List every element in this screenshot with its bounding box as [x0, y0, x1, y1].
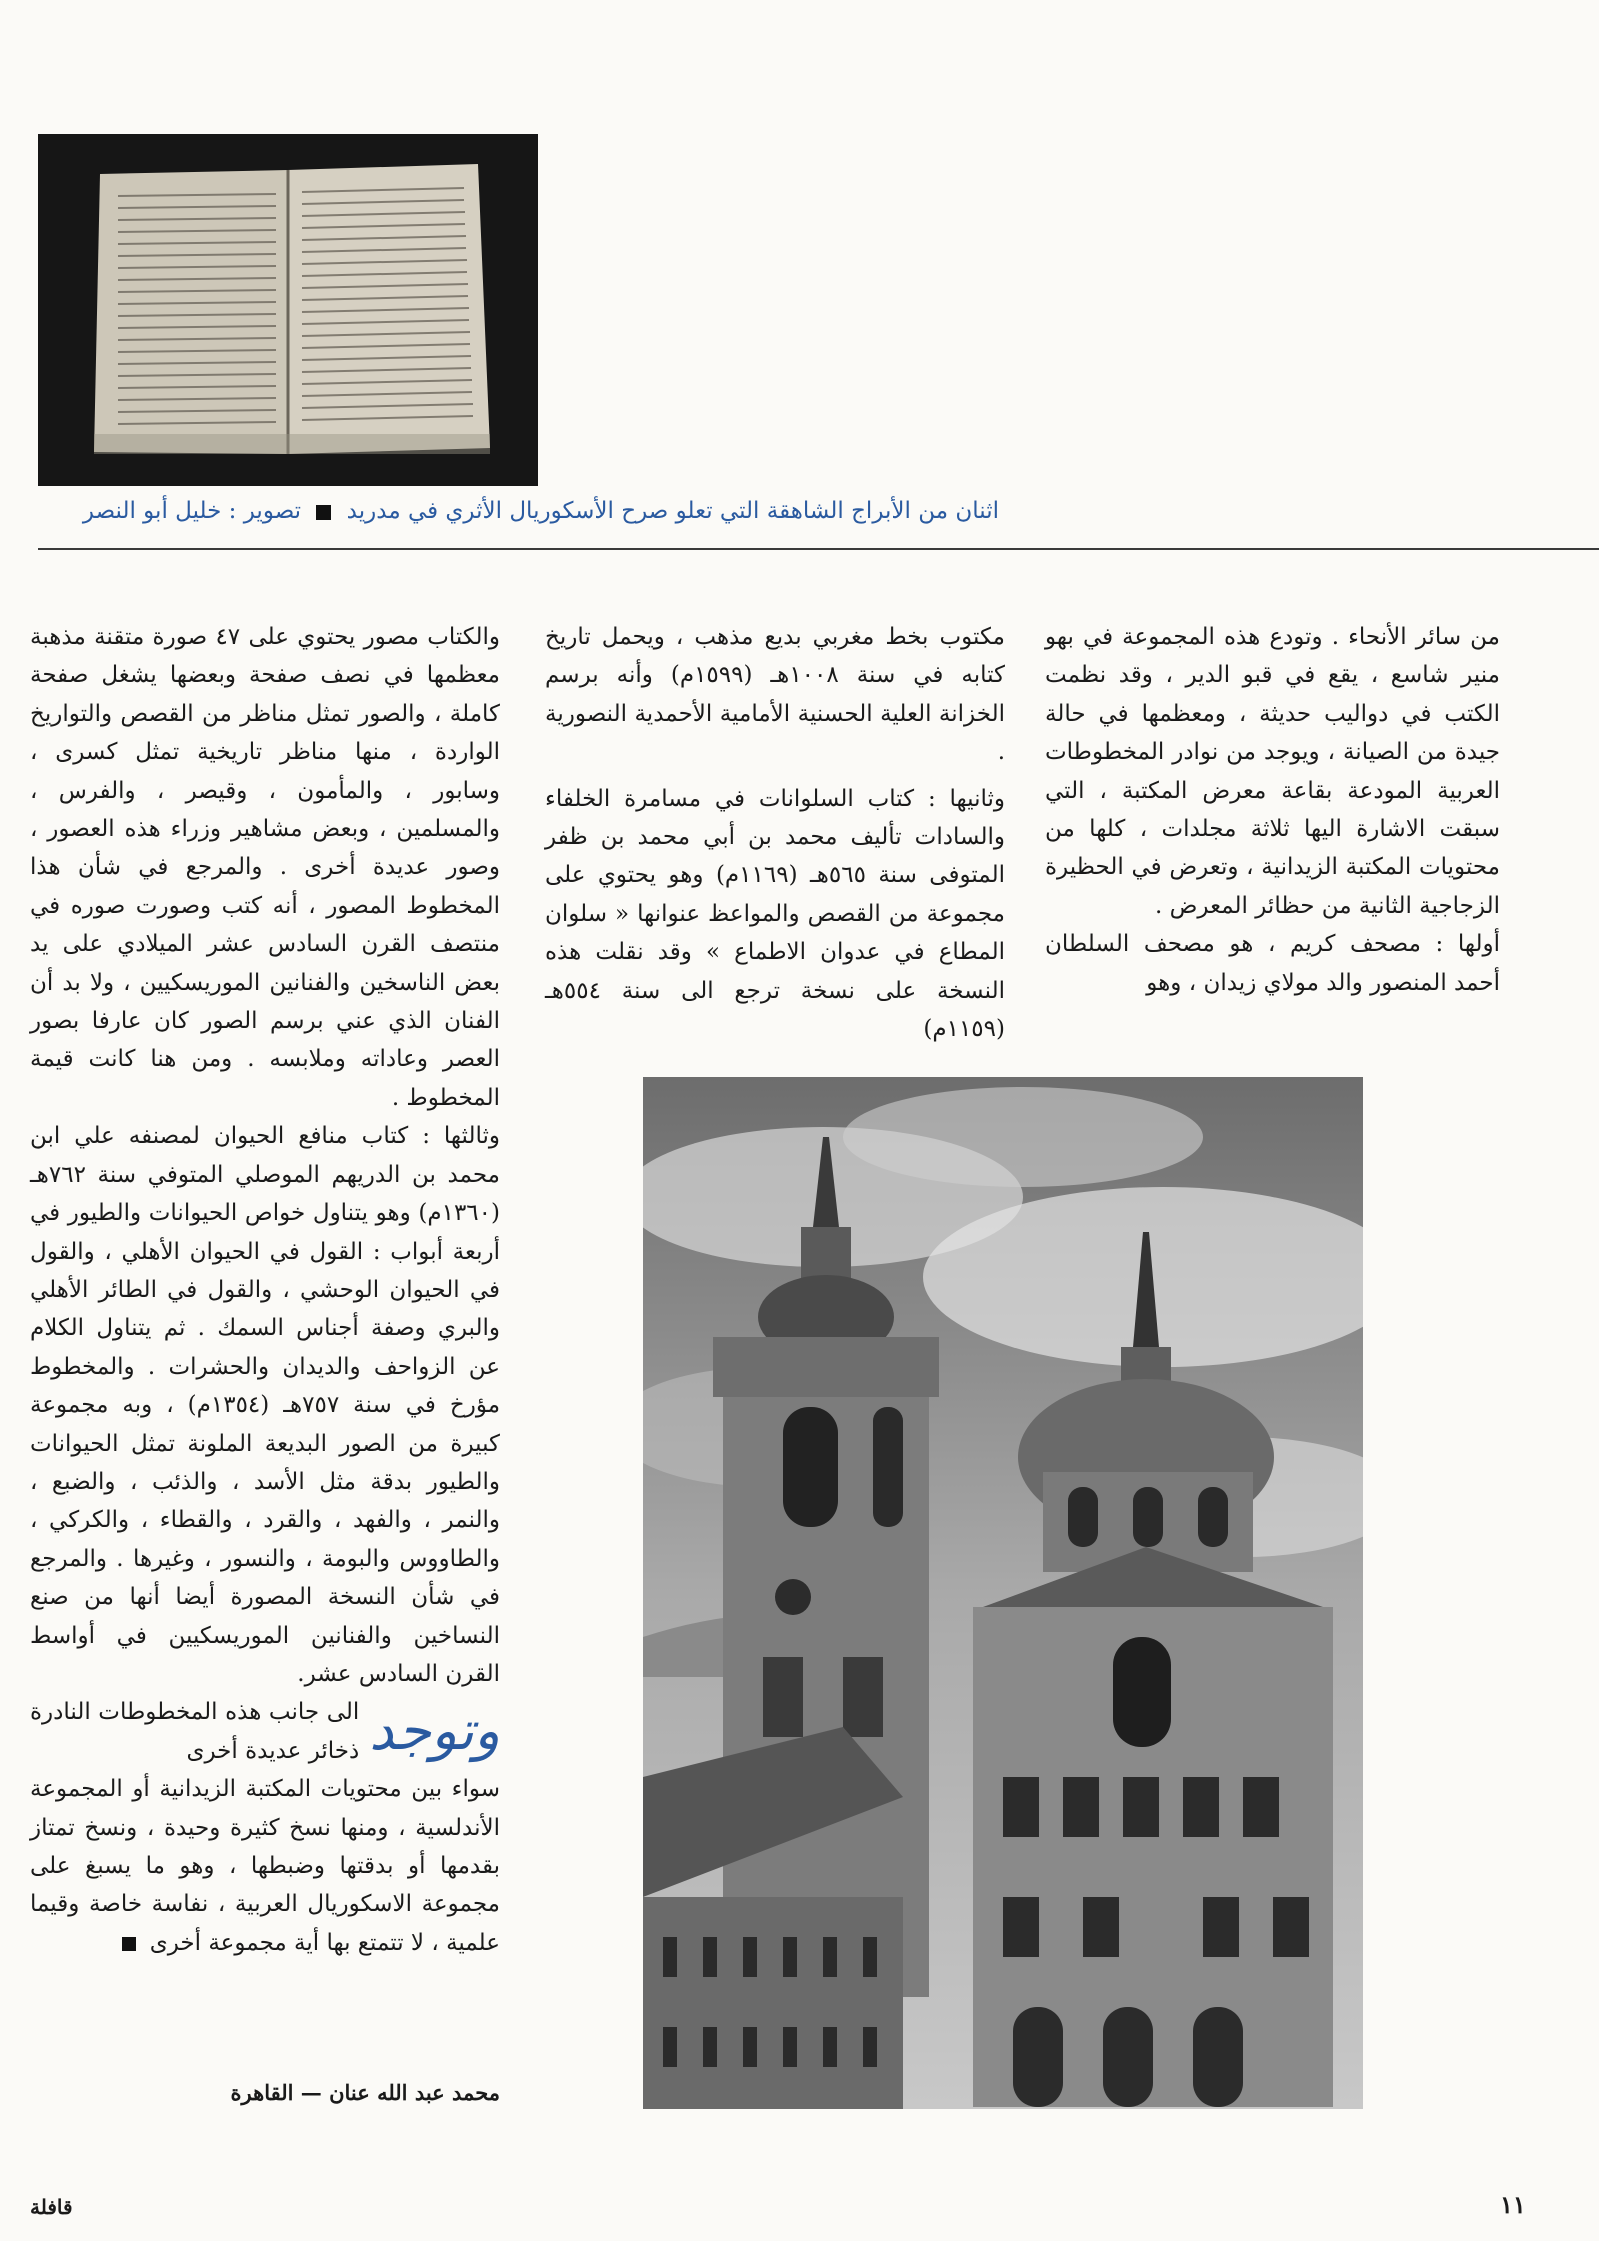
manuscript-photo: [38, 134, 538, 486]
drop-cap-text: الى جانب هذه المخطوطات النادرة ذخائر عديدة أخرى: [30, 1699, 360, 1764]
drop-cap-word: وتوجد: [369, 1699, 500, 1763]
publisher-mark: قافلة: [30, 2195, 73, 2219]
caption-separator-square-icon: [316, 505, 331, 520]
paragraph: أولها : مصحف كريم ، هو مصحف السلطان أحمد المنصور والد مولاي زيدان ، وهو: [1045, 931, 1500, 996]
open-manuscript-image: [38, 134, 538, 486]
page-number: ١١: [1500, 2190, 1526, 2219]
end-mark-square-icon: [122, 1937, 136, 1951]
paragraph: من سائر الأنحاء . وتودع هذه المجموعة في بهو منير شاسع ، يقع في قبو الدير ، وقد نظمت الكتب في دواليب حديثة ، ومعظمها في حالة جيدة من الصيانة ، ويوجد من نوادر المخطوطات العربية المودعة بقاعة معرض المكتبة ، التي سبقت الاشارة اليها ثلاثة مجلدات ، كلها من محتويات المكتبة الزيدانية ، وتعرض في الحظيرة الزجاجية الثانية من حظائر المعرض .: [1045, 624, 1500, 919]
escorial-towers-image: [643, 1077, 1363, 2109]
photo-credit: تصوير : خليل أبو النصر: [82, 498, 302, 524]
author-byline: محمد عبد الله عنان — القاهرة: [230, 2080, 500, 2105]
article-column-middle: [545, 618, 1005, 1048]
caption-text: اثنان من الأبراج الشاهقة التي تعلو صرح الأسكوريال الأثري في مدريد: [346, 498, 999, 524]
article-column-left: [30, 618, 500, 1962]
paragraph: وثالثها : كتاب منافع الحيوان لمصنفه علي ابن محمد بن الدريهم الموصلي المتوفي سنة ٧٦٢هـ (١٣٦٠م) وهو يتناول خواص الحيوانات والطيور في أربعة أبواب : القول في الحيوان الأهلي ، والقول في الحيوان الوحشي ، والقول في الطائر الأهلي والبري وصفة أجناس السمك . ثم يتناول الكلام عن الزواحف والديدان والحشرات . والمخطوط مؤرخ في سنة ٧٥٧هـ (١٣٥٤م) ، وبه مجموعة كبيرة من الصور البديعة الملونة تمثل الحيوانات والطيور بدقة مثل الأسد ، والذئب ، والضبع ، والنمر ، والفهد ، والقرد ، والقطاء ، والكركي ، والطاووس والبومة ، والنسور ، وغيرها . والمرجع في شأن النسخة المصورة أيضا أنها من صنع النساخين والفنانين الموريسكيين في أواسط القرن السادس عشر.: [30, 1123, 501, 1687]
escorial-photo: [643, 1077, 1363, 2109]
paragraph: والكتاب مصور يحتوي على ٤٧ صورة متقنة مذهبة معظمها في نصف صفحة وبعضها يشغل صفحة كاملة ، والصور تمثل مناظر من القصص والتواريخ الواردة ، منها مناظر تاريخية تمثل كسرى ، وسابور ، والمأمون ، وقيصر ، والفرس ، والمسلمين ، وبعض مشاهير وزراء هذه العصور ، وصور عديدة أخرى . والمرجع في شأن هذا المخطوط المصور ، أنه كتب وصورت صوره في منتصف القرن السادس عشر الميلادي على يد بعض الناسخين والفنانين الموريسكيين ، ولا بد أن الفنان الذي عني برسم الصور كان عارفا بصور العصر وعاداته وملابسه . ومن هنا كانت قيمة المخطوط .: [30, 624, 500, 1111]
paragraph: وثانيها : كتاب السلوانات في مسامرة الخلفاء والسادات تأليف محمد بن أبي محمد بن ظفر المتوفى سنة ٥٦٥هـ (١١٦٩م) وهو يحتوي على مجموعة من القصص والمواعظ عنوانها « سلوان المطاع في عدوان الاطماع » وقد نقلت هذه النسخة على نسخة ترجع الى سنة ٥٥٤هـ (١١٥٩م): [545, 785, 1005, 1043]
drop-cap-paragraph: [30, 1693, 500, 1770]
closing-text: سواء بين محتويات المكتبة الزيدانية أو المجموعة الأندلسية ، ومنها نسخ كثيرة وحيدة ، ونسخ تمتاز بقدمها أو بدقتها وضبطها ، وهو ما يسبغ على مجموعة الاسكوريال العربية ، نفاسة خاصة وقيما علمية ، لا تتمتع بها أية مجموعة أخرى: [30, 1776, 500, 1956]
article-column-right: [1045, 618, 1500, 1002]
paragraph: [30, 1770, 500, 1962]
photo-caption: [39, 498, 999, 524]
horizontal-rule: [38, 548, 1599, 550]
paragraph: مكتوب بخط مغربي بديع مذهب ، ويحمل تاريخ كتابه في سنة ١٠٠٨هـ (١٥٩٩م) وأنه برسم الخزانة العلية الحسنية الأمامية الأحمدية النصورية .: [545, 624, 1005, 766]
